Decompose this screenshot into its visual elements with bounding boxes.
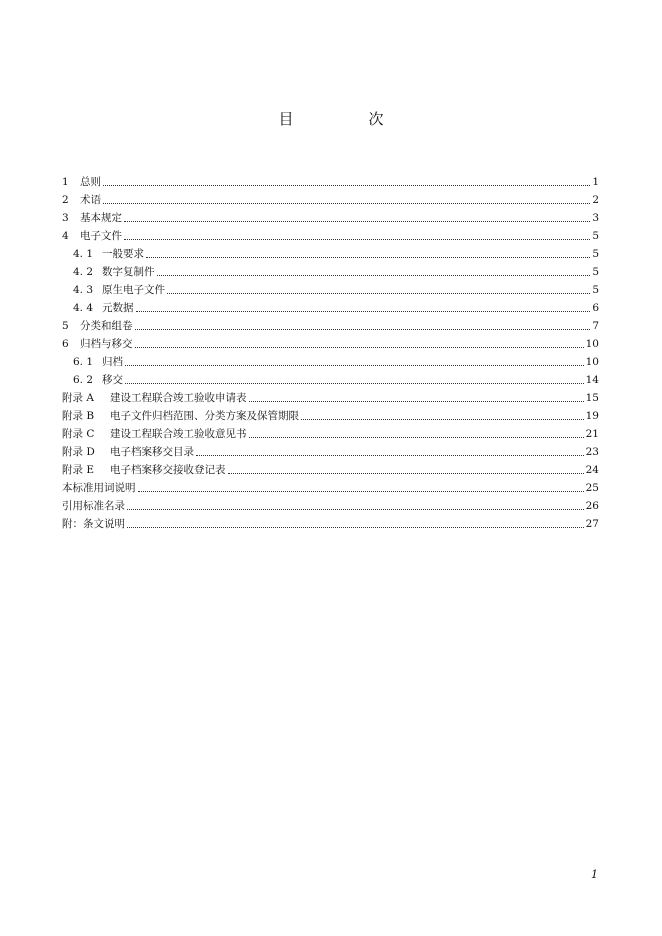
page-number: 1	[591, 868, 598, 881]
toc-entry[interactable]	[62, 281, 599, 299]
toc-entry-page: 15	[585, 392, 599, 404]
dot-leader	[146, 256, 590, 258]
toc-entry-label: 基本规定	[80, 212, 122, 224]
toc-entry-page: 2	[592, 194, 599, 206]
toc-entry[interactable]	[62, 461, 599, 479]
toc-entry[interactable]	[62, 425, 599, 443]
toc-entry[interactable]	[62, 515, 599, 533]
dot-leader	[138, 490, 584, 492]
toc-entry-page: 1	[592, 176, 599, 188]
toc-entry[interactable]	[62, 479, 599, 497]
dot-leader	[157, 274, 591, 276]
toc-entry-label: 一般要求	[102, 248, 144, 260]
toc-entry-label: 电子档案移交接收登记表	[110, 464, 226, 476]
toc-entry-number: 附录 A	[62, 392, 94, 404]
toc-entry-page: 5	[592, 284, 599, 296]
toc-entry[interactable]	[62, 317, 599, 335]
toc-entry-page: 6	[592, 302, 599, 314]
dot-leader	[249, 436, 584, 438]
toc-entry-number: 1	[62, 176, 69, 188]
dot-leader	[135, 346, 584, 348]
toc-entry[interactable]	[62, 371, 599, 389]
toc-entry-page: 5	[592, 248, 599, 260]
dot-leader	[127, 508, 584, 510]
page-title: 目 次	[278, 110, 414, 128]
toc-entry-number: 4. 2	[73, 266, 94, 278]
toc-entry-label: 建设工程联合竣工验收意见书	[110, 428, 247, 440]
toc-entry-label: 电子文件	[80, 230, 122, 242]
toc-entry[interactable]	[62, 353, 599, 371]
toc-entry-label: 分类和组卷	[80, 320, 133, 332]
toc-entry[interactable]	[62, 299, 599, 317]
toc-entry-label: 归档	[102, 356, 123, 368]
toc-entry-page: 25	[585, 482, 599, 494]
dot-leader	[124, 238, 590, 240]
toc-entry[interactable]	[62, 227, 599, 245]
toc-entry-number: 4. 1	[73, 248, 94, 260]
dot-leader	[103, 184, 590, 186]
toc-entry[interactable]	[62, 173, 599, 191]
toc-entry-label: 总则	[80, 176, 101, 188]
toc-entry[interactable]	[62, 497, 599, 515]
toc-entry-number: 2	[62, 194, 69, 206]
toc-entry-number: 6	[62, 338, 69, 350]
toc-entry-label: 电子文件归档范围、分类方案及保管期限	[110, 410, 299, 422]
toc-entry-page: 7	[592, 320, 599, 332]
toc-entry-page: 27	[585, 518, 599, 530]
toc-entry-label: 原生电子文件	[102, 284, 165, 296]
dot-leader	[301, 418, 584, 420]
toc-entry-label: 附：条文说明	[62, 518, 125, 530]
toc-entry-label: 数字复制件	[102, 266, 155, 278]
toc-entry-label: 移交	[102, 374, 123, 386]
toc-entry-page: 10	[585, 338, 599, 350]
table-of-contents	[62, 173, 599, 533]
toc-entry-number: 4. 3	[73, 284, 94, 296]
toc-entry-label: 归档与移交	[80, 338, 133, 350]
dot-leader	[103, 202, 590, 204]
toc-entry-page: 5	[592, 266, 599, 278]
toc-entry-number: 5	[62, 320, 69, 332]
dot-leader	[167, 292, 590, 294]
toc-entry-label: 电子档案移交目录	[110, 446, 194, 458]
dot-leader	[124, 220, 590, 222]
toc-entry-label: 引用标准名录	[62, 500, 125, 512]
toc-entry-page: 24	[585, 464, 599, 476]
toc-entry[interactable]	[62, 245, 599, 263]
toc-entry-label: 元数据	[102, 302, 134, 314]
dot-leader	[125, 382, 584, 384]
toc-entry-number: 6. 1	[73, 356, 94, 368]
toc-entry-page: 10	[585, 356, 599, 368]
toc-entry-number: 附录 B	[62, 410, 95, 422]
toc-entry-page: 14	[585, 374, 599, 386]
toc-entry[interactable]	[62, 335, 599, 353]
toc-entry[interactable]	[62, 263, 599, 281]
toc-entry-page: 3	[592, 212, 599, 224]
toc-entry-number: 附录 C	[62, 428, 95, 440]
toc-entry-page: 5	[592, 230, 599, 242]
dot-leader	[228, 472, 584, 474]
toc-entry-number: 附录 E	[62, 464, 95, 476]
toc-entry-label: 建设工程联合竣工验收申请表	[110, 392, 247, 404]
toc-entry[interactable]	[62, 209, 599, 227]
toc-entry-number: 4	[62, 230, 69, 242]
toc-entry[interactable]	[62, 389, 599, 407]
dot-leader	[135, 328, 591, 330]
toc-entry-label: 本标准用词说明	[62, 482, 136, 494]
dot-leader	[249, 400, 584, 402]
toc-entry[interactable]	[62, 191, 599, 209]
toc-entry-page: 19	[585, 410, 599, 422]
toc-entry-number: 4. 4	[73, 302, 94, 314]
toc-entry-page: 26	[585, 500, 599, 512]
toc-entry-number: 6. 2	[73, 374, 94, 386]
dot-leader	[136, 310, 591, 312]
toc-entry-label: 术语	[80, 194, 101, 206]
dot-leader	[127, 526, 584, 528]
toc-entry-page: 21	[585, 428, 599, 440]
toc-entry[interactable]	[62, 443, 599, 461]
dot-leader	[196, 454, 584, 456]
toc-entry-number: 3	[62, 212, 69, 224]
toc-entry-number: 附录 D	[62, 446, 95, 458]
toc-entry-page: 23	[585, 446, 599, 458]
toc-entry[interactable]	[62, 407, 599, 425]
dot-leader	[125, 364, 584, 366]
